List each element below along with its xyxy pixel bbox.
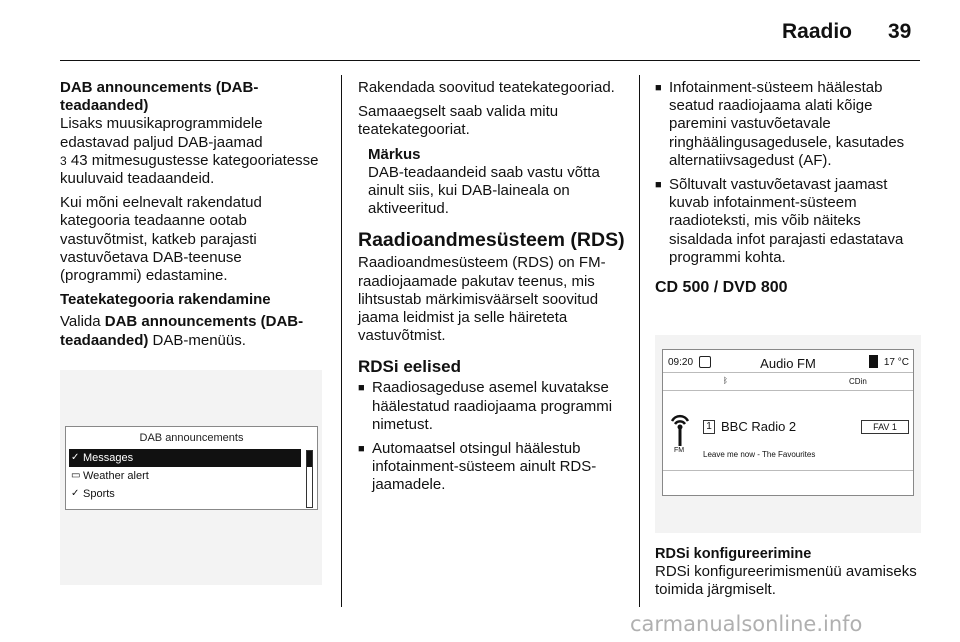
column-divider-1 <box>341 75 342 607</box>
preset-number[interactable]: 1 <box>703 420 715 434</box>
dab-item-label: Weather alert <box>83 470 149 482</box>
radio-text: Leave me now - The Favourites <box>703 450 816 459</box>
cross-reference-icon: 3 <box>60 153 67 168</box>
rds-config-section <box>655 545 921 600</box>
rds-benefits-list-continued <box>655 79 921 267</box>
divider <box>663 470 913 471</box>
menu-item-reference: DAB announcements (DAB-teadaanded) <box>60 313 304 349</box>
check-icon: ✓ <box>71 488 80 499</box>
station-name: BBC Radio 2 <box>721 419 797 434</box>
note-box <box>358 146 626 219</box>
rds-benefits-list <box>358 379 626 494</box>
divider <box>663 372 913 373</box>
unchecked-box-icon: ▭ <box>71 470 81 481</box>
note-text: DAB-teadaandeid saab vastu võtta ainult siis, kui DAB-laineala on aktiveeritud. <box>368 163 600 218</box>
list-item: ■ Raadiosageduse asemel kuvatakse häälestatud raadiojaama programmi nimetust. <box>358 379 626 434</box>
paragraph-dab-intro <box>60 115 322 188</box>
column-divider-2 <box>639 75 640 607</box>
heading-cd500-dvd800: CD 500 / DVD 800 <box>655 279 788 297</box>
column-1 <box>60 79 322 356</box>
clock-time: 09:20 <box>668 357 694 368</box>
heading-dab-announcements: DAB announcements (DAB-teadaanded) <box>60 79 259 115</box>
paragraph-enable: Rakendada soovitud teatekategooriad. <box>358 79 615 96</box>
band-label: FM <box>674 447 685 454</box>
screen-title: Audio FM <box>760 356 816 371</box>
fm-antenna-icon <box>669 412 691 446</box>
dab-item-sports[interactable] <box>69 485 301 503</box>
cd500-screen-figure <box>655 335 921 533</box>
dab-item-weather-alert[interactable] <box>69 467 301 485</box>
watermark: carmanualsonline.info <box>630 612 863 636</box>
dab-scrollbar[interactable] <box>306 450 313 508</box>
heading-rds: Raadioandmesüsteem (RDS) <box>358 229 625 252</box>
paragraph-multiple: Samaaegselt saab valida mitu teatekategooriat. <box>358 103 559 139</box>
select-verb: Valida <box>60 313 101 331</box>
bluetooth-icon: ᛒ <box>723 376 728 385</box>
thermometer-icon <box>869 355 878 368</box>
divider <box>663 390 913 391</box>
paragraph-dab-intro-b: 43 mitmesugustesse kategooriatesse kuuluvaid teadaandeid. <box>60 151 319 188</box>
list-item: ■ Automaatsel otsingul häälestub infotainment-süsteem ainult RDS-jaamadele. <box>358 440 626 495</box>
cd-in-indicator: CDin <box>849 377 867 386</box>
dab-screen-title: DAB announcements <box>139 432 244 444</box>
select-suffix: DAB-menüüs. <box>152 331 246 349</box>
column-2 <box>358 79 626 501</box>
paragraph-select <box>60 313 322 349</box>
page-number: 39 <box>888 20 912 43</box>
paragraph-rds: Raadioandmesüsteem (RDS) on FM-raadiojaamade pakutav teenus, mis lihtsustab märkimisväärselt soovitud jaama leidmist ja selle häireteta vastuvõtmist. <box>358 254 606 345</box>
note-title: Märkus <box>368 145 421 163</box>
dab-item-label: Sports <box>83 488 115 500</box>
audio-fm-screen <box>662 349 914 496</box>
dab-announcements-figure <box>60 370 322 585</box>
dab-item-label: Messages <box>83 452 134 464</box>
list-item: ■ Sõltuvalt vastuvõetavast jaamast kuvab infotainment-süsteem raadioteksti, mis võib näiteks sisaldada infot parajasti edastatava programmi kohta. <box>655 176 921 267</box>
dab-screen <box>65 426 318 510</box>
outside-temperature: 17 °C <box>883 357 909 368</box>
heading-rds-config: RDSi konfigureerimine <box>655 546 812 562</box>
heading-rds-benefits: RDSi eelised <box>358 357 461 377</box>
paragraph-rds-config: RDSi konfigureerimismenüü avamiseks toimida järgmiselt. <box>655 563 917 599</box>
favourites-button[interactable]: FAV 1 <box>861 420 909 434</box>
check-icon: ✓ <box>71 452 80 463</box>
page-header-title: Raadio <box>782 20 853 43</box>
paragraph-interrupt: Kui mõni eelnevalt rakendatud kategooria teadaanne ootab vastuvõtmist, katkeb parajasti vastuvõetava DAB-teenuse (programmi) edastamine. <box>60 194 262 285</box>
column-3 <box>655 79 921 297</box>
paragraph-dab-intro-a: Lisaks muusikaprogrammidele edastavad paljud DAB-jaamad <box>60 115 263 151</box>
dab-item-messages[interactable] <box>69 449 301 467</box>
header-rule <box>60 60 920 61</box>
scrollbar-thumb[interactable] <box>307 451 312 467</box>
list-item: ■ Infotainment-süsteem häälestab seatud raadiojaama alati kõige paremini vastuvõetavale ringhäälingusagedusele, kasutades alternatiivsagedust (AF). <box>655 79 921 170</box>
heading-enable-category: Teatekategooria rakendamine <box>60 291 271 309</box>
